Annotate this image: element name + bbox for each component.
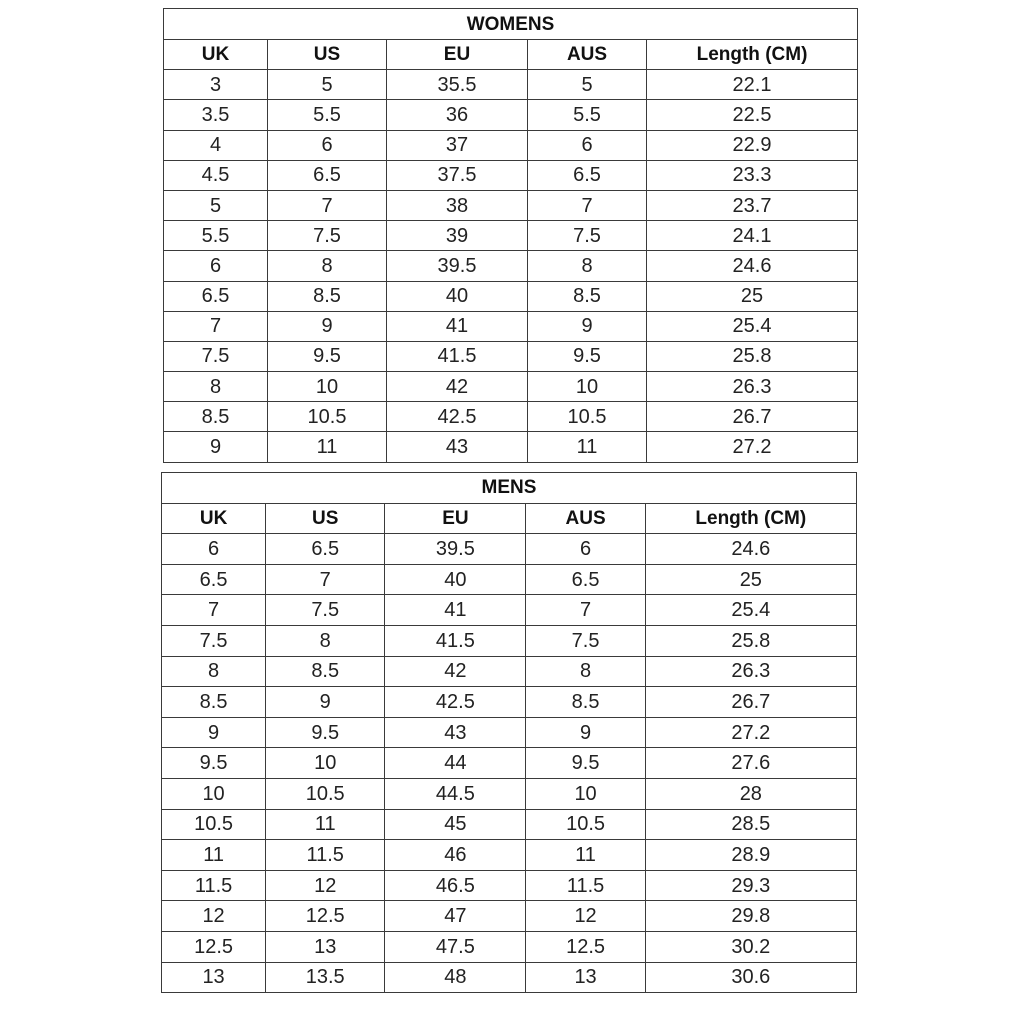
cell-uk-size: 6 bbox=[162, 534, 266, 565]
cell-aus-size: 10 bbox=[528, 372, 647, 402]
cell-eu-size: 44 bbox=[385, 748, 526, 779]
cell-aus-size: 9 bbox=[526, 717, 645, 748]
cell-length-cm: 25.8 bbox=[645, 625, 856, 656]
cell-eu-size: 43 bbox=[385, 717, 526, 748]
cell-length-cm: 24.6 bbox=[645, 534, 856, 565]
cell-length-cm: 25.4 bbox=[645, 595, 856, 626]
cell-aus-size: 12.5 bbox=[526, 931, 645, 962]
cell-length-cm: 22.1 bbox=[647, 70, 858, 100]
cell-us-size: 10.5 bbox=[266, 778, 385, 809]
table-row bbox=[162, 962, 857, 993]
cell-uk-size: 12 bbox=[162, 901, 266, 932]
cell-eu-size: 40 bbox=[385, 564, 526, 595]
cell-length-cm: 27.2 bbox=[645, 717, 856, 748]
table-row bbox=[162, 656, 857, 687]
cell-length-cm: 23.7 bbox=[647, 190, 858, 220]
cell-aus-size: 7 bbox=[528, 190, 647, 220]
cell-uk-size: 8 bbox=[164, 372, 268, 402]
cell-us-size: 5.5 bbox=[268, 100, 387, 130]
cell-us-size: 12.5 bbox=[266, 901, 385, 932]
cell-length-cm: 24.6 bbox=[647, 251, 858, 281]
cell-us-size: 9 bbox=[268, 311, 387, 341]
table-row bbox=[162, 564, 857, 595]
cell-length-cm: 26.3 bbox=[647, 372, 858, 402]
cell-uk-size: 8.5 bbox=[164, 402, 268, 432]
cell-uk-size: 11 bbox=[162, 840, 266, 871]
cell-uk-size: 6.5 bbox=[164, 281, 268, 311]
cell-us-size: 9 bbox=[266, 687, 385, 718]
table-row bbox=[164, 130, 858, 160]
cell-us-size: 13 bbox=[266, 931, 385, 962]
cell-us-size: 7.5 bbox=[268, 221, 387, 251]
cell-uk-size: 4 bbox=[164, 130, 268, 160]
cell-eu-size: 38 bbox=[387, 190, 528, 220]
cell-aus-size: 6.5 bbox=[526, 564, 645, 595]
column-header-aus: AUS bbox=[528, 40, 647, 70]
cell-aus-size: 6.5 bbox=[528, 160, 647, 190]
cell-aus-size: 11 bbox=[528, 432, 647, 462]
cell-uk-size: 8 bbox=[162, 656, 266, 687]
cell-eu-size: 36 bbox=[387, 100, 528, 130]
column-header-aus: AUS bbox=[526, 503, 645, 534]
column-header-eu: EU bbox=[387, 40, 528, 70]
cell-aus-size: 5 bbox=[528, 70, 647, 100]
cell-eu-size: 47 bbox=[385, 901, 526, 932]
cell-us-size: 10 bbox=[266, 748, 385, 779]
cell-length-cm: 27.6 bbox=[645, 748, 856, 779]
table-row bbox=[162, 687, 857, 718]
cell-us-size: 11.5 bbox=[266, 840, 385, 871]
cell-eu-size: 37.5 bbox=[387, 160, 528, 190]
cell-uk-size: 6 bbox=[164, 251, 268, 281]
cell-eu-size: 41.5 bbox=[385, 625, 526, 656]
mens-title-row bbox=[162, 473, 857, 504]
cell-length-cm: 30.6 bbox=[645, 962, 856, 993]
cell-length-cm: 27.2 bbox=[647, 432, 858, 462]
table-row bbox=[162, 931, 857, 962]
cell-length-cm: 28.5 bbox=[645, 809, 856, 840]
table-row bbox=[164, 281, 858, 311]
cell-eu-size: 39.5 bbox=[387, 251, 528, 281]
table-row bbox=[162, 870, 857, 901]
cell-us-size: 11 bbox=[266, 809, 385, 840]
cell-uk-size: 6.5 bbox=[162, 564, 266, 595]
column-header-us: US bbox=[268, 40, 387, 70]
column-header-eu: EU bbox=[385, 503, 526, 534]
cell-eu-size: 42.5 bbox=[385, 687, 526, 718]
cell-eu-size: 46.5 bbox=[385, 870, 526, 901]
womens-size-table bbox=[163, 8, 858, 463]
cell-us-size: 7 bbox=[268, 190, 387, 220]
cell-us-size: 7 bbox=[266, 564, 385, 595]
mens-size-table bbox=[161, 472, 857, 993]
cell-us-size: 8.5 bbox=[268, 281, 387, 311]
cell-eu-size: 46 bbox=[385, 840, 526, 871]
cell-length-cm: 23.3 bbox=[647, 160, 858, 190]
cell-uk-size: 3 bbox=[164, 70, 268, 100]
cell-eu-size: 42 bbox=[387, 372, 528, 402]
cell-length-cm: 22.5 bbox=[647, 100, 858, 130]
table-row bbox=[162, 840, 857, 871]
cell-uk-size: 7.5 bbox=[162, 625, 266, 656]
cell-uk-size: 5.5 bbox=[164, 221, 268, 251]
cell-eu-size: 42 bbox=[385, 656, 526, 687]
cell-aus-size: 8 bbox=[526, 656, 645, 687]
cell-uk-size: 8.5 bbox=[162, 687, 266, 718]
cell-length-cm: 30.2 bbox=[645, 931, 856, 962]
cell-uk-size: 12.5 bbox=[162, 931, 266, 962]
table-row bbox=[162, 809, 857, 840]
cell-length-cm: 28 bbox=[645, 778, 856, 809]
cell-us-size: 7.5 bbox=[266, 595, 385, 626]
table-row bbox=[164, 221, 858, 251]
cell-aus-size: 7 bbox=[526, 595, 645, 626]
cell-us-size: 10 bbox=[268, 372, 387, 402]
cell-us-size: 10.5 bbox=[268, 402, 387, 432]
cell-uk-size: 13 bbox=[162, 962, 266, 993]
cell-uk-size: 5 bbox=[164, 190, 268, 220]
cell-us-size: 6 bbox=[268, 130, 387, 160]
cell-aus-size: 8.5 bbox=[526, 687, 645, 718]
table-row bbox=[162, 595, 857, 626]
mens-header-row bbox=[162, 503, 857, 534]
cell-length-cm: 26.7 bbox=[645, 687, 856, 718]
cell-uk-size: 9.5 bbox=[162, 748, 266, 779]
cell-length-cm: 25.4 bbox=[647, 311, 858, 341]
table-row bbox=[162, 901, 857, 932]
table-row bbox=[162, 625, 857, 656]
cell-us-size: 12 bbox=[266, 870, 385, 901]
cell-length-cm: 22.9 bbox=[647, 130, 858, 160]
cell-us-size: 5 bbox=[268, 70, 387, 100]
table-row bbox=[164, 372, 858, 402]
column-header-length: Length (CM) bbox=[645, 503, 856, 534]
cell-eu-size: 39.5 bbox=[385, 534, 526, 565]
cell-aus-size: 8 bbox=[528, 251, 647, 281]
cell-length-cm: 29.3 bbox=[645, 870, 856, 901]
table-row bbox=[164, 432, 858, 462]
cell-eu-size: 47.5 bbox=[385, 931, 526, 962]
cell-us-size: 9.5 bbox=[266, 717, 385, 748]
cell-uk-size: 3.5 bbox=[164, 100, 268, 130]
cell-us-size: 6.5 bbox=[266, 534, 385, 565]
cell-aus-size: 12 bbox=[526, 901, 645, 932]
womens-table-title: WOMENS bbox=[164, 9, 858, 40]
cell-uk-size: 7 bbox=[162, 595, 266, 626]
cell-uk-size: 9 bbox=[162, 717, 266, 748]
cell-eu-size: 45 bbox=[385, 809, 526, 840]
cell-eu-size: 44.5 bbox=[385, 778, 526, 809]
cell-aus-size: 9.5 bbox=[528, 341, 647, 371]
cell-us-size: 8 bbox=[266, 625, 385, 656]
cell-eu-size: 37 bbox=[387, 130, 528, 160]
cell-eu-size: 41.5 bbox=[387, 341, 528, 371]
cell-eu-size: 41 bbox=[387, 311, 528, 341]
table-row bbox=[164, 251, 858, 281]
cell-length-cm: 26.3 bbox=[645, 656, 856, 687]
cell-length-cm: 26.7 bbox=[647, 402, 858, 432]
cell-length-cm: 25.8 bbox=[647, 341, 858, 371]
cell-uk-size: 7 bbox=[164, 311, 268, 341]
table-row bbox=[164, 160, 858, 190]
cell-uk-size: 10 bbox=[162, 778, 266, 809]
cell-us-size: 8.5 bbox=[266, 656, 385, 687]
cell-us-size: 13.5 bbox=[266, 962, 385, 993]
column-header-us: US bbox=[266, 503, 385, 534]
womens-table-body bbox=[164, 70, 858, 462]
table-row bbox=[164, 341, 858, 371]
mens-table-title: MENS bbox=[162, 473, 857, 504]
cell-uk-size: 11.5 bbox=[162, 870, 266, 901]
table-row bbox=[164, 70, 858, 100]
cell-aus-size: 11.5 bbox=[526, 870, 645, 901]
cell-aus-size: 6 bbox=[528, 130, 647, 160]
cell-aus-size: 13 bbox=[526, 962, 645, 993]
cell-length-cm: 28.9 bbox=[645, 840, 856, 871]
cell-length-cm: 25 bbox=[645, 564, 856, 595]
cell-aus-size: 9.5 bbox=[526, 748, 645, 779]
cell-length-cm: 29.8 bbox=[645, 901, 856, 932]
column-header-uk: UK bbox=[162, 503, 266, 534]
cell-aus-size: 11 bbox=[526, 840, 645, 871]
cell-us-size: 8 bbox=[268, 251, 387, 281]
table-row bbox=[162, 717, 857, 748]
cell-aus-size: 9 bbox=[528, 311, 647, 341]
cell-eu-size: 39 bbox=[387, 221, 528, 251]
table-row bbox=[164, 311, 858, 341]
cell-aus-size: 7.5 bbox=[528, 221, 647, 251]
cell-length-cm: 25 bbox=[647, 281, 858, 311]
table-row bbox=[164, 190, 858, 220]
cell-aus-size: 6 bbox=[526, 534, 645, 565]
column-header-uk: UK bbox=[164, 40, 268, 70]
cell-aus-size: 10 bbox=[526, 778, 645, 809]
cell-aus-size: 5.5 bbox=[528, 100, 647, 130]
womens-title-row bbox=[164, 9, 858, 40]
table-row bbox=[164, 402, 858, 432]
cell-uk-size: 7.5 bbox=[164, 341, 268, 371]
cell-uk-size: 9 bbox=[164, 432, 268, 462]
cell-us-size: 11 bbox=[268, 432, 387, 462]
cell-eu-size: 43 bbox=[387, 432, 528, 462]
column-header-length: Length (CM) bbox=[647, 40, 858, 70]
cell-aus-size: 7.5 bbox=[526, 625, 645, 656]
mens-table-body bbox=[162, 534, 857, 993]
table-row bbox=[162, 748, 857, 779]
table-row bbox=[162, 534, 857, 565]
cell-eu-size: 42.5 bbox=[387, 402, 528, 432]
womens-header-row bbox=[164, 40, 858, 70]
cell-length-cm: 24.1 bbox=[647, 221, 858, 251]
table-row bbox=[162, 778, 857, 809]
cell-aus-size: 10.5 bbox=[526, 809, 645, 840]
cell-us-size: 9.5 bbox=[268, 341, 387, 371]
cell-eu-size: 41 bbox=[385, 595, 526, 626]
cell-eu-size: 35.5 bbox=[387, 70, 528, 100]
cell-eu-size: 48 bbox=[385, 962, 526, 993]
table-row bbox=[164, 100, 858, 130]
cell-aus-size: 8.5 bbox=[528, 281, 647, 311]
cell-aus-size: 10.5 bbox=[528, 402, 647, 432]
cell-eu-size: 40 bbox=[387, 281, 528, 311]
cell-us-size: 6.5 bbox=[268, 160, 387, 190]
cell-uk-size: 4.5 bbox=[164, 160, 268, 190]
cell-uk-size: 10.5 bbox=[162, 809, 266, 840]
